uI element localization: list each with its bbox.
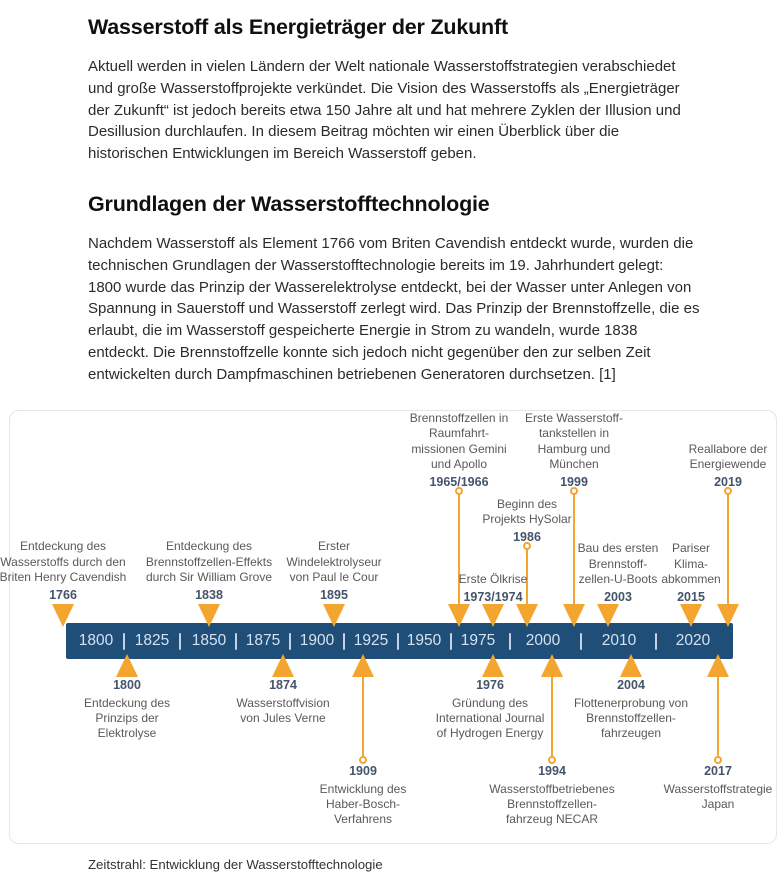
event-label: Haber-Bosch-: [325, 797, 401, 812]
event-label: Wasserstoffbetriebenes: [489, 782, 615, 796]
arrow-down-icon: [323, 604, 345, 627]
event-label: International Journal: [435, 711, 545, 726]
event-label: Wasserstoffvision: [236, 696, 330, 710]
event-label: Entdeckung des: [83, 696, 171, 710]
timeline-event: [193, 677, 373, 726]
arrow-down-icon: [52, 604, 74, 627]
timeline-year-label: 1975: [460, 632, 496, 649]
arrow-up-icon: [352, 654, 374, 677]
event-year: 1999: [560, 475, 588, 489]
timeline-event: [601, 541, 781, 605]
timeline-year-label: 1925: [353, 632, 389, 649]
event-label: fahrzeug NECAR: [505, 812, 599, 827]
event-label: missionen Gemini: [411, 441, 507, 456]
arrow-down-icon: [597, 604, 619, 627]
event-label: Verfahrens: [333, 812, 393, 827]
event-year: 1976: [476, 678, 504, 692]
arrow-down-icon: [482, 604, 504, 627]
timeline-year-label: 1875: [245, 632, 281, 649]
arrow-up-icon: [272, 654, 294, 677]
timeline-event: [273, 763, 453, 828]
event-year: 1838: [195, 588, 223, 602]
arrow-down-icon: [680, 604, 702, 627]
event-year: 2003: [604, 590, 632, 604]
timeline-event: [244, 539, 424, 603]
event-label: Wasserstoffstrategie: [663, 782, 773, 796]
event-year: 2017: [704, 764, 732, 778]
page-title: Wasserstoff als Energieträger der Zukunft: [88, 15, 508, 39]
event-year: 1994: [538, 764, 566, 778]
timeline-separator: [235, 633, 237, 650]
arrow-down-icon: [448, 604, 470, 627]
event-label: Wasserstoffs durch den: [0, 554, 126, 569]
event-label: Erster: [317, 539, 350, 554]
event-label: Windelektrolyseur: [286, 554, 382, 569]
timeline-event: [628, 763, 784, 812]
event-year: 1800: [113, 678, 141, 692]
event-year: 1965/1966: [429, 475, 489, 489]
arrow-down-icon: [563, 604, 585, 627]
event-label: von Jules Verne: [240, 711, 326, 726]
arrow-down-icon: [717, 604, 739, 627]
timeline-year-label: 1850: [191, 632, 227, 649]
arrow-down-icon: [516, 604, 538, 627]
event-label: Energiewende: [689, 456, 767, 471]
event-label: tankstellen in: [538, 426, 610, 441]
event-year: 1874: [269, 678, 297, 692]
event-year: 1766: [49, 588, 77, 602]
event-label: Prinzips der: [95, 711, 159, 726]
timeline-separator: [450, 633, 452, 650]
timeline-year-label: 1825: [134, 632, 170, 649]
intro-paragraph: Aktuell werden in vielen Ländern der Welt nationale Wasserstoffstrategien verabschiedet und große Wasserstoffprojekte verkündet. Die Vision des Wasserstoffs als „Energieträger der Zukunft“ ist jedoch bereits etwa 150 Jahre alt und hat mehrere Zyklen der Illusion und Desillusion durchlaufen. In diesem Beitrag möchten wir einen Überblick über die historischen Entwicklungen im Bereich Wasserstoff geben.: [88, 58, 681, 163]
event-label: Entwicklung des: [319, 782, 407, 796]
event-label: Hamburg und: [537, 441, 611, 456]
event-label: und Apollo: [430, 456, 488, 471]
timeline-year-label: 2010: [601, 632, 637, 649]
event-label: durch Sir William Grove: [145, 569, 273, 584]
event-label: abkommen: [661, 571, 721, 586]
timeline-year-label: 2000: [525, 632, 561, 649]
arrow-up-icon: [482, 654, 504, 677]
event-label: Projekts HySolar: [482, 511, 572, 526]
event-label: Brennstoffzellen-: [507, 797, 597, 812]
timeline-separator: [179, 633, 181, 650]
event-label: Entdeckung des: [19, 539, 107, 554]
timeline-separator: [123, 633, 125, 650]
event-label: Raumfahrt-: [428, 426, 490, 441]
timeline-event: [437, 497, 617, 545]
event-label: München: [549, 456, 599, 471]
event-label: von Paul le Cour: [289, 569, 379, 584]
arrow-down-icon: [198, 604, 220, 627]
event-label: Klima-: [673, 556, 708, 571]
event-label: Bau des ersten: [577, 541, 659, 556]
event-label: Brennstoffzellen-Effekts: [145, 554, 273, 569]
timeline-separator: [289, 633, 291, 650]
event-label: Erste Wasserstoff-: [524, 411, 624, 426]
event-label: Brennstoff-: [588, 556, 648, 571]
event-label: Beginn des: [496, 496, 558, 511]
timeline-year-label: 1900: [299, 632, 335, 649]
arrow-up-icon: [707, 654, 729, 677]
timeline-year-label: 1950: [406, 632, 442, 649]
event-year: 2004: [617, 678, 645, 692]
timeline-event: [484, 411, 664, 490]
event-year: 1973/1974: [463, 590, 523, 604]
timeline-separator: [509, 633, 511, 650]
event-label: Flottenerprobung von: [573, 696, 689, 710]
event-label: Pariser: [671, 541, 710, 556]
event-label: Elektrolyse: [97, 726, 157, 741]
arrow-up-icon: [116, 654, 138, 677]
timeline-event: [541, 677, 721, 742]
timeline-separator: [655, 633, 657, 650]
event-label: Gründung des: [451, 696, 529, 710]
timeline-event: [638, 442, 784, 490]
event-label: Reallabore der: [688, 441, 768, 456]
timeline-separator: [397, 633, 399, 650]
event-year: 1909: [349, 764, 377, 778]
event-label: Brennstoffzellen-: [586, 711, 676, 726]
event-label: of Hydrogen Energy: [436, 726, 544, 741]
timeline-year-label: 2020: [675, 632, 711, 649]
section-title: Grundlagen der Wasserstofftechnologie: [88, 191, 490, 216]
event-label: Japan: [701, 797, 735, 812]
event-label: Entdeckung des: [165, 539, 253, 554]
article: [88, 0, 700, 386]
event-year: 2015: [677, 590, 705, 604]
event-year: 2019: [714, 475, 742, 489]
arrow-up-icon: [541, 654, 563, 677]
event-label: Briten Henry Cavendish: [0, 569, 127, 584]
timeline-event: [462, 763, 642, 828]
timeline-separator: [343, 633, 345, 650]
timeline-separator: [580, 633, 582, 650]
section-paragraph: Nachdem Wasserstoff als Element 1766 vom Briten Cavendish entdeckt wurde, wurden die technischen Grundlagen der Wasserstofftechnologie bereits im 19. Jahrhundert gelegt: 1800 wurde das Prinzip der Wasserelektrolyse entdeckt, bei der Wasser unter Anlegen von Spannung in Sauerstoff und Wasserstoff zerlegt wird. Das Prinzip der Brennstoffzelle, die es erlaubt, die im Wasserstoff gespeicherte Energie in Strom zu wandeln, wurde 1838 entdeckt. Die Brennstoffzelle konnte sich jedoch nicht gegenüber den zur selben Zeit entwickelten durch Dampfmaschinen betriebenen Generatoren durchsetzen. [1]: [88, 234, 700, 383]
event-year: 1895: [320, 588, 348, 602]
event-label: Brennstoffzellen in: [409, 411, 509, 426]
figure-caption: Zeitstrahl: Entwicklung der Wasserstofftechnologie: [88, 857, 383, 872]
arrow-up-icon: [620, 654, 642, 677]
event-label: zellen-U-Boots: [578, 571, 658, 586]
timeline-year-label: 1800: [78, 632, 114, 649]
event-label: Erste Ölkrise: [458, 571, 528, 586]
event-label: fahrzeugen: [600, 726, 662, 741]
timeline-figure: [0, 410, 777, 844]
event-year: 1986: [513, 530, 541, 544]
timeline-event: [37, 677, 217, 742]
